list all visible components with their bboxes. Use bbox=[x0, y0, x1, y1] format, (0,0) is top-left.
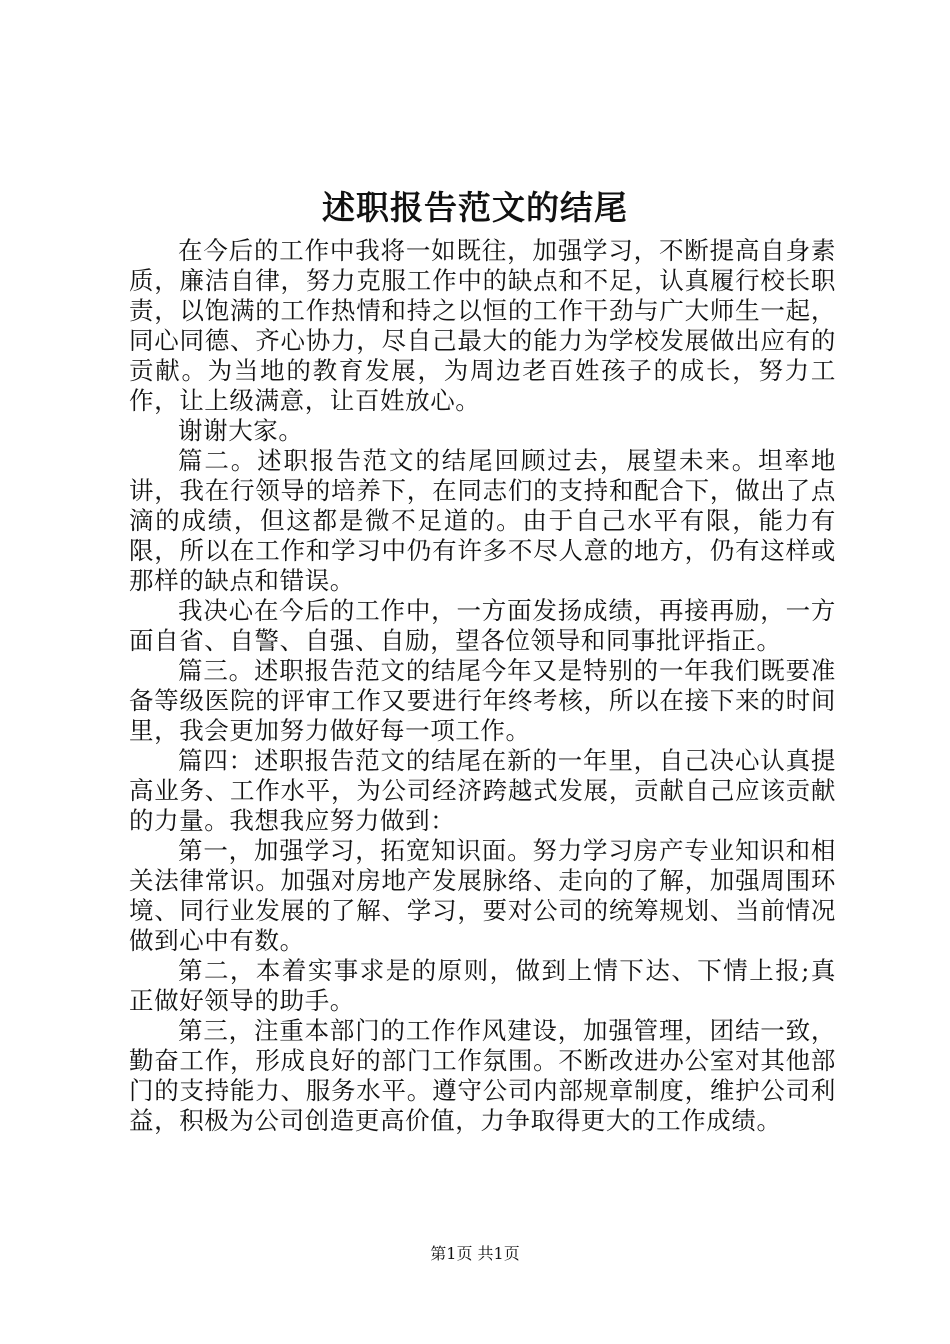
paragraph-part-three: 篇三。述职报告范文的结尾今年又是特别的一年我们既要准备等级医院的评审工作又要进行年终考核，所以在接下来的时间里，我会更加努力做好每一项工作。 bbox=[129, 656, 836, 745]
page-footer: 第1页 共1页 bbox=[430, 1244, 520, 1263]
paragraph-part-four: 篇四：述职报告范文的结尾在新的一年里，自己决心认真提高业务、工作水平，为公司经济跨越式发展，贡献自己应该贡献的力量。我想我应努力做到： bbox=[129, 746, 836, 835]
paragraph-point-one: 第一，加强学习，拓宽知识面。努力学习房产专业知识和相关法律常识。加强对房地产发展脉络、走向的了解，加强周围环境、同行业发展的了解、学习，要对公司的统筹规划、当前情况做到心中有数。 bbox=[129, 836, 836, 955]
paragraph-point-three: 第三，注重本部门的工作作风建设，加强管理，团结一致，勤奋工作，形成良好的部门工作氛围。不断改进办公室对其他部门的支持能力、服务水平。遵守公司内部规章制度，维护公司利益，积极为公司创造更高价值，力争取得更大的工作成绩。 bbox=[129, 1016, 836, 1135]
paragraph-thanks: 谢谢大家。 bbox=[178, 416, 304, 445]
paragraph-closing: 在今后的工作中我将一如既往，加强学习，不断提高自身素质，廉洁自律，努力克服工作中的缺点和不足，认真履行校长职责，以饱满的工作热情和持之以恒的工作干劲与广大师生一起，同心同德、齐心协力，尽自己最大的能力为学校发展做出应有的贡献。为当地的教育发展，为周边老百姓孩子的成长，努力工作，让上级满意，让百姓放心。 bbox=[129, 236, 836, 415]
document-title: 述职报告范文的结尾 bbox=[322, 188, 628, 227]
paragraph-resolve: 我决心在今后的工作中，一方面发扬成绩，再接再励，一方面自省、自警、自强、自励，望各位领导和同事批评指正。 bbox=[129, 596, 836, 655]
paragraph-part-two: 篇二。述职报告范文的结尾回顾过去，展望未来。坦率地讲，我在行领导的培养下，在同志们的支持和配合下，做出了点滴的成绩，但这都是微不足道的。由于自己水平有限，能力有限，所以在工作和学习中仍有许多不尽人意的地方，仍有这样或那样的缺点和错误。 bbox=[129, 446, 836, 595]
paragraph-point-two: 第二，本着实事求是的原则，做到上情下达、下情上报;真正做好领导的助手。 bbox=[129, 956, 836, 1015]
document-body bbox=[129, 236, 836, 1136]
